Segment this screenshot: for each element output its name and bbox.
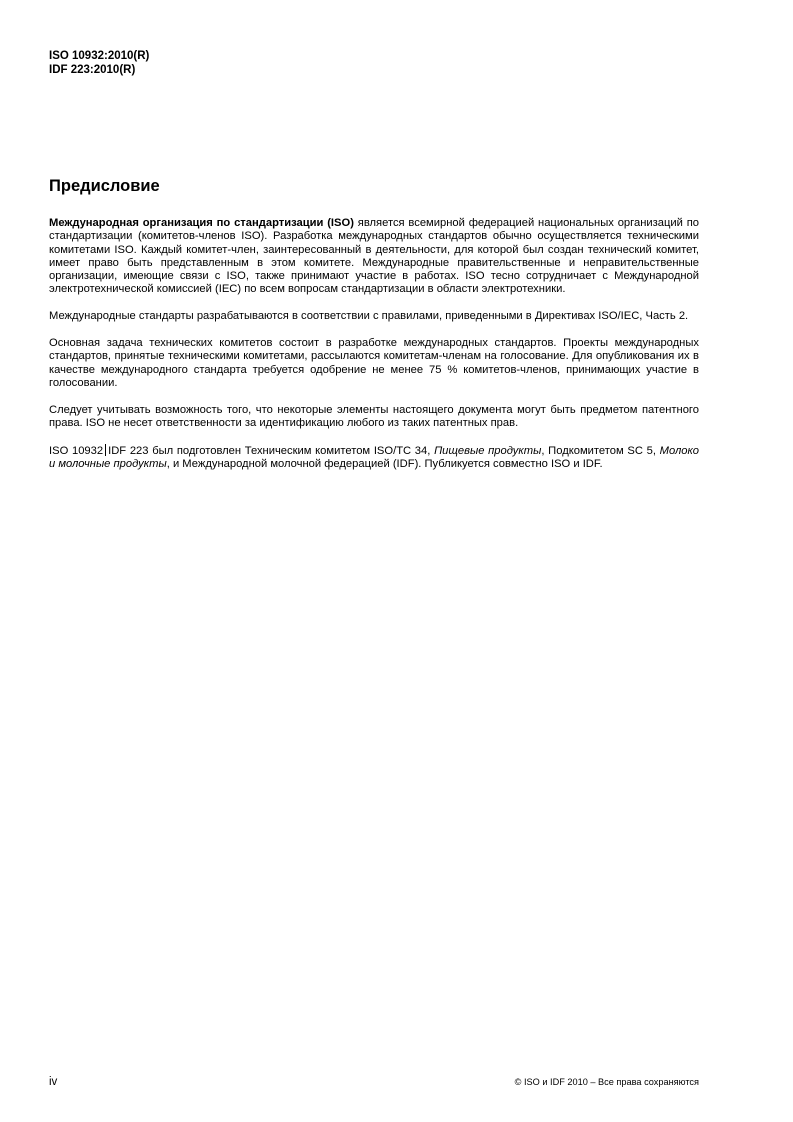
iso-org-name: Международная организация по стандартизации (ISO)	[49, 217, 354, 229]
paragraph-iso-intro	[49, 217, 699, 297]
page-number: iv	[49, 1076, 58, 1088]
document-header	[49, 49, 149, 77]
standard-iso-ref: ISO 10932	[49, 444, 104, 457]
committee-food-products: Пищевые продукты	[434, 444, 542, 457]
preparation-text-3: , и Международной молочной федерацией (IDF). Публикуется совместно ISO и IDF.	[166, 458, 603, 471]
header-iso-number: ISO 10932:2010(R)	[49, 50, 150, 62]
preparation-text-1: IDF 223 был подготовлен Техническим комитетом ISO/TC 34,	[108, 444, 435, 457]
preparation-text-2: , Подкомитетом SC 5,	[541, 444, 660, 457]
paragraph-preparation	[49, 444, 699, 472]
separator-bar	[105, 444, 106, 456]
header-idf-number: IDF 223:2010(R)	[49, 64, 136, 76]
subcommittee-milk-products: Молоко и молочные продукты	[49, 444, 700, 471]
copyright-notice: © ISO и IDF 2010 – Все права сохраняются	[514, 1077, 699, 1087]
paragraph-committees: Основная задача технических комитетов состоит в разработке международных стандартов. Проекты международных стандартов, принятые техническими комитетами, рассылаются комитетам-членам на голосование. Для опубликования их в качестве международного стандарта требуется одобрение не менее 75 % комитетов-членов, принимающих участие в голосовании.	[49, 337, 699, 389]
foreword-body	[49, 217, 699, 485]
paragraph-patents: Следует учитывать возможность того, что некоторые элементы настоящего документа могут быть предметом патентного права. ISO не несет ответственности за идентификацию любого из таких патентных прав.	[49, 403, 699, 430]
page-title: Предисловие	[49, 177, 160, 195]
paragraph-iso-intro-text: является всемирной федерацией национальных организаций по стандартизации (комитетов-членов ISO). Разработка международных стандартов обычно осуществляется техническими комитетами ISO. Каждый комитет-член, заинтересованный в деятельности, для которой был создан технический комитет, имеет право быть представленным в этом комитете. Международные правительственные и неправительственные организации, имеющие связи с ISO, также принимают участие в работах. ISO тесно сотрудничает с Международной электротехнической комиссией (IEC) по всем вопросам стандартизации в области электротехники.	[49, 217, 699, 296]
paragraph-directives: Международные стандарты разрабатываются в соответствии с правилами, приведенными в Директивах ISO/IEC, Часть 2.	[49, 310, 689, 323]
